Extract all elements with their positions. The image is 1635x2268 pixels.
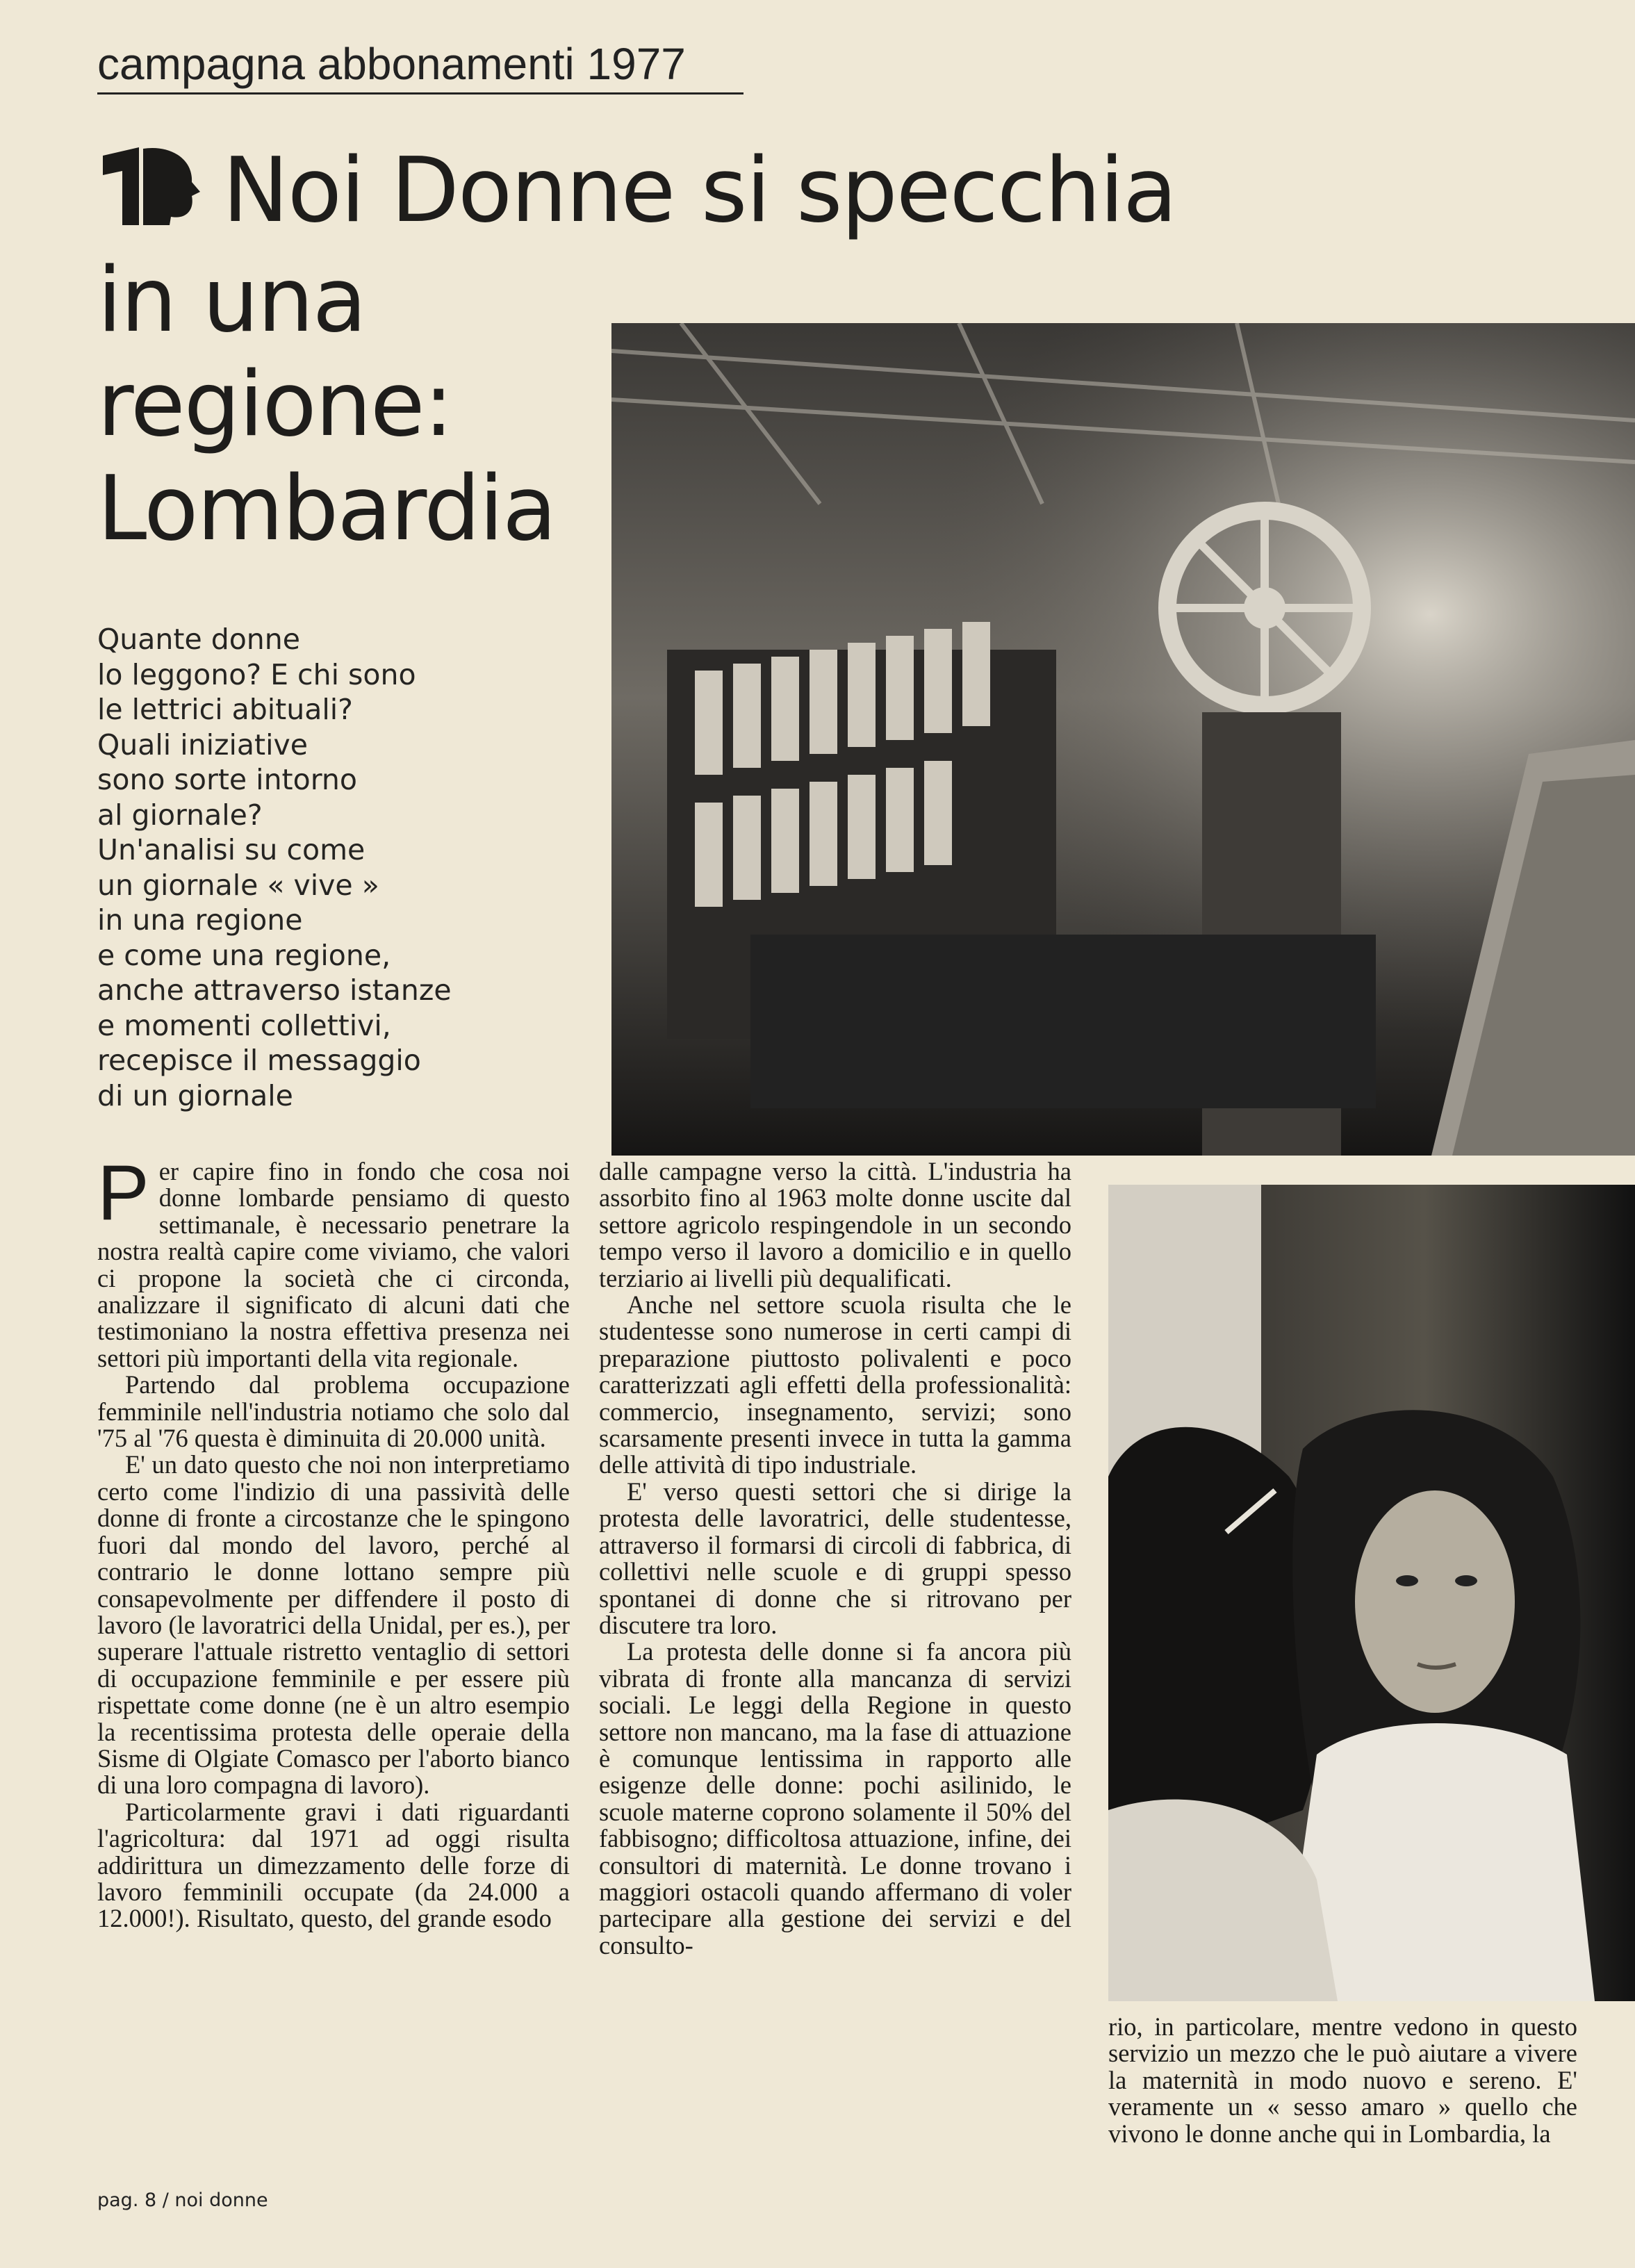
factory-photo: [611, 323, 1635, 1156]
paragraph-text: er capire fino in fondo che cosa noi donne lombarde pensiamo di questo settimanale, è necessario penetrare la nostra realtà capire come viviamo, che valori ci propone la società che ci circonda, analizzare il significato di alcuni dati che testimoniano la nostra effettiva presenza nei settori più importanti della vita regionale.: [97, 1157, 570, 1372]
article-paragraph: [97, 1149, 570, 1372]
headline-text-1: Noi Donne si specchia: [222, 139, 1176, 243]
standfirst-line: lo leggono? E chi sono: [97, 657, 416, 691]
drop-cap: P: [97, 1149, 149, 1236]
article-paragraph: dalle campagne verso la città. L'industria ha assorbito fino al 1963 molte donne uscite dal settore agricolo respingendole in un secondo tempo verso il lavoro a domicilio e in quello terziario ai livelli più dequalificati.: [599, 1157, 1071, 1292]
standfirst-line: e come una regione,: [97, 938, 391, 972]
standfirst-line: Un'analisi su come: [97, 833, 365, 866]
standfirst-line: sono sorte intorno: [97, 763, 357, 796]
article-column-1: [97, 1149, 570, 1933]
standfirst-line: recepisce il messaggio: [97, 1044, 421, 1077]
standfirst-line: Quali iniziative: [97, 728, 308, 762]
article-paragraph: Anche nel settore scuola risulta che le studentesse sono numerose in certi campi di preparazione piuttosto polivalenti e poco caratterizzati agli effetti della professionalità: commercio, insegnamento, servizi; sono scarsamente presenti invece in tutta la gamma delle attività di tipo industriale.: [599, 1290, 1071, 1479]
headline-line-4: Lombardia: [97, 457, 556, 561]
page-footer: pag. 8 / noi donne: [97, 2189, 268, 2211]
article-paragraph: rio, in particolare, mentre vedono in questo servizio un mezzo che le può aiutare a vivere la maternità in modo nuovo e sereno. E' veramente un « sesso amaro » quello che vivono le donne anche qui in Lombardia, la: [1108, 2012, 1577, 2148]
article-paragraph: E' verso questi settori che si dirige la protesta delle lavoratrici, delle studentesse, attraverso il formarsi di circoli di fabbrica, di collettivi nelle scuole e di gruppi spesso spontanei di donne che si ritrovano per discutere tra loro.: [599, 1477, 1071, 1639]
article-column-2: [599, 1158, 1071, 1959]
women-photo: [1108, 1185, 1635, 2001]
standfirst-line: e momenti collettivi,: [97, 1008, 391, 1042]
standfirst-line: anche attraverso istanze: [97, 973, 452, 1007]
noi-donne-logo-icon: [97, 143, 202, 249]
standfirst-line: le lettrici abituali?: [97, 693, 353, 726]
standfirst-line: di un giornale: [97, 1078, 293, 1112]
article-paragraph: E' un dato questo che noi non interpretiamo certo come l'indizio di una passività delle donne di fronte a circostanze che le spingono fuori dal mondo del lavoro, perché al contrario le donne lottano sempre più consapevolmente per diffendere il posto di lavoro (le lavoratrici della Unidal, per es.), per superare l'attuale ristretto ventaglio di settori di occupazione femminile e per essere più rispettate come donne (ne è un altro esempio la recentissima protesta delle operaie della Sisme di Olgiate Comasco per l'aborto bianco di una loro compagna di lavoro).: [97, 1450, 570, 1800]
headline-line-1: [97, 139, 1487, 249]
standfirst-line: al giornale?: [97, 798, 263, 832]
article-column-3: [1108, 2014, 1577, 2147]
standfirst: [97, 622, 598, 1113]
headline-line-2: in una: [97, 249, 366, 352]
headline-line-3: regione:: [97, 353, 452, 457]
standfirst-line: Quante donne: [97, 623, 301, 656]
standfirst-line: un giornale « vive »: [97, 868, 379, 902]
article-paragraph: La protesta delle donne si fa ancora più vibrata di fronte alla mancanza di servizi sociali. Le leggi della Regione in questo settore non mancano, ma la fase di attuazione è comunque lentissima in rapporto alle esigenze delle donne: pochi asilinido, le scuole materne coprono solamente il 50% del fabbisogno; difficoltosa attuazione, infine, dei consultori di maternità. Le donne trovano i maggiori ostacoli quando affermano di voler partecipare alla gestione dei servizi e del consulto-: [599, 1637, 1071, 1959]
article-paragraph: Partendo dal problema occupazione femminile nell'industria notiamo che solo dal '75 al '76 questa è diminuita di 20.000 unità.: [97, 1370, 570, 1453]
section-kicker: campagna abbonamenti 1977: [97, 38, 743, 94]
article-paragraph: Particolarmente gravi i dati riguardanti l'agricoltura: dal 1971 ad oggi risulta addirittura un dimezzamento delle forze di lavoro femminili occupate (da 24.000 a 12.000!). Risultato, questo, del grande esodo: [97, 1797, 570, 1933]
standfirst-line: in una regione: [97, 903, 303, 937]
